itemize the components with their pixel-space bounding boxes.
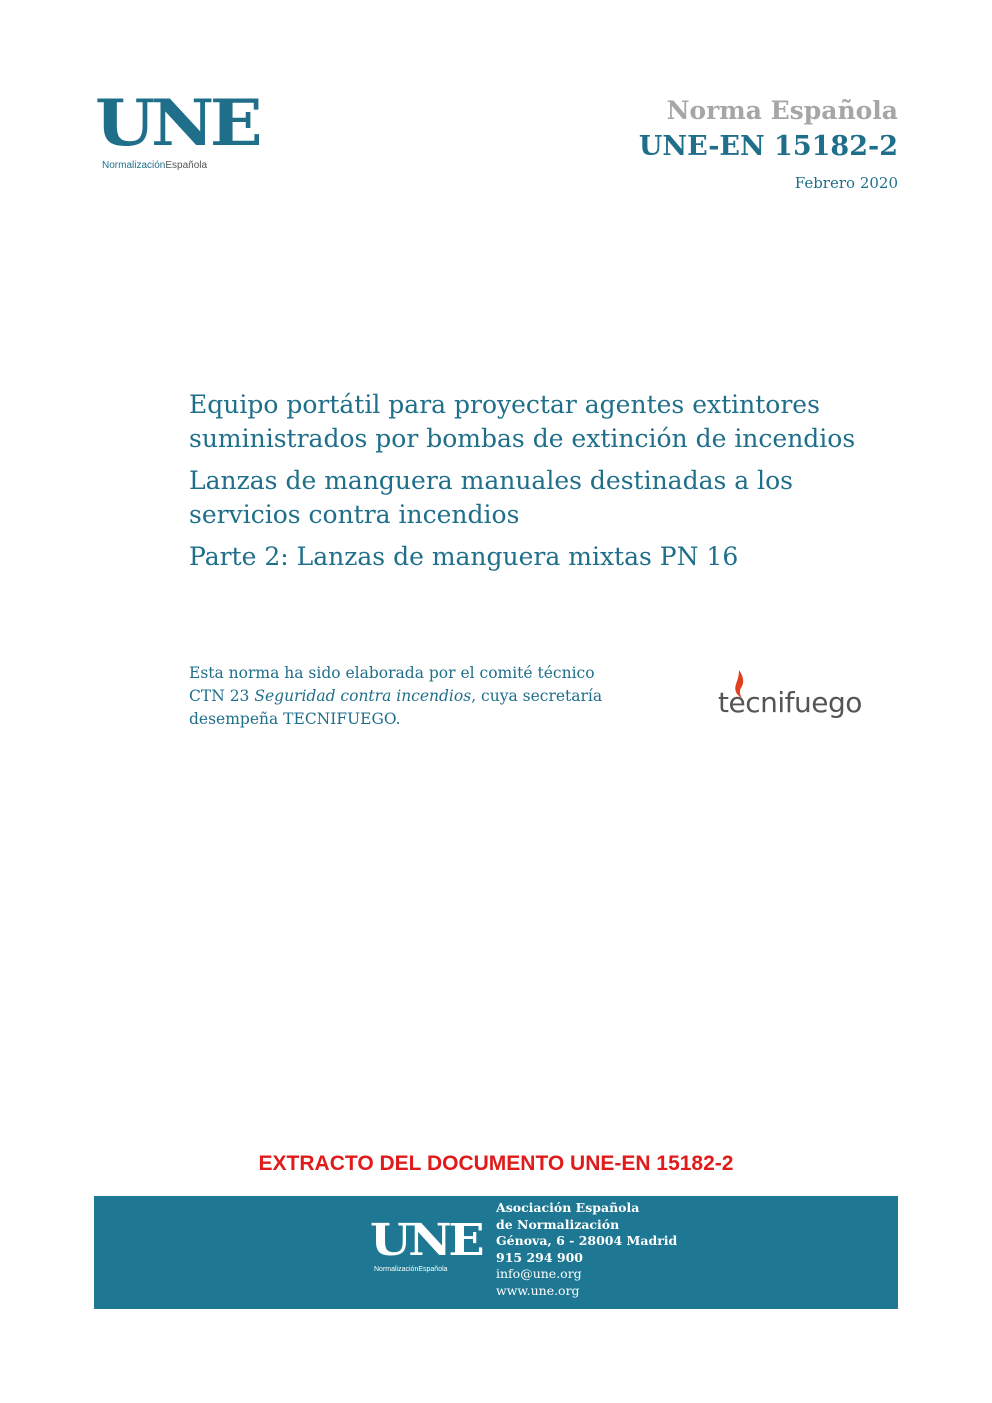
footer-web-link[interactable]: www.une.org	[496, 1282, 580, 1298]
footer-contact-info	[496, 1200, 677, 1300]
title-main: Equipo portátil para proyectar agentes extintores suministrados por bombas de extinción de incendios	[189, 390, 856, 453]
extract-notice: EXTRACTO DEL DOCUMENTO UNE-EN 15182-2	[258, 1152, 734, 1175]
committee-line-2-rest: , cuya secretaría	[471, 687, 603, 705]
document-titles	[189, 388, 889, 582]
committee-line-2	[189, 685, 669, 708]
committee-ctn: CTN 23	[189, 687, 250, 705]
footer-band	[94, 1196, 898, 1309]
footer-une-logo	[370, 1215, 482, 1273]
une-logo-wordmark: UNE	[95, 86, 259, 161]
footer-org-line-1: Asociación Española	[496, 1200, 640, 1215]
committee-ctn-name: Seguridad contra incendios	[254, 687, 472, 705]
committee-statement	[189, 662, 669, 731]
une-logo-subtitle	[102, 160, 207, 171]
une-logo-subtitle-part1: Normalización	[102, 160, 166, 171]
tecnifuego-wordmark: tecnifuego	[718, 686, 862, 719]
footer-phone: 915 294 900	[496, 1249, 583, 1265]
footer-org-line-2: de Normalización	[496, 1216, 620, 1232]
norma-label: Norma Española	[666, 96, 898, 125]
footer-logo-subtitle: NormalizaciónEspañola	[374, 1266, 448, 1273]
standard-code: UNE-EN 15182-2	[638, 131, 898, 162]
une-logo-subtitle-part2: Española	[165, 160, 208, 171]
footer-logo-wordmark: UNE	[370, 1215, 482, 1266]
footer-address: Génova, 6 - 28004 Madrid	[496, 1233, 678, 1249]
committee-line-1: Esta norma ha sido elaborada por el comité técnico	[189, 664, 595, 682]
standard-header	[639, 96, 898, 192]
title-part: Parte 2: Lanzas de manguera mixtas PN 16	[189, 542, 739, 571]
publication-date: Febrero 2020	[794, 174, 898, 192]
committee-line-3: desempeña TECNIFUEGO.	[189, 710, 401, 728]
title-complementary: Lanzas de manguera manuales destinadas a los servicios contra incendios	[189, 466, 793, 529]
tecnifuego-logo	[718, 670, 868, 730]
une-logo	[95, 86, 259, 177]
footer-email-link[interactable]: info@une.org	[496, 1266, 582, 1282]
